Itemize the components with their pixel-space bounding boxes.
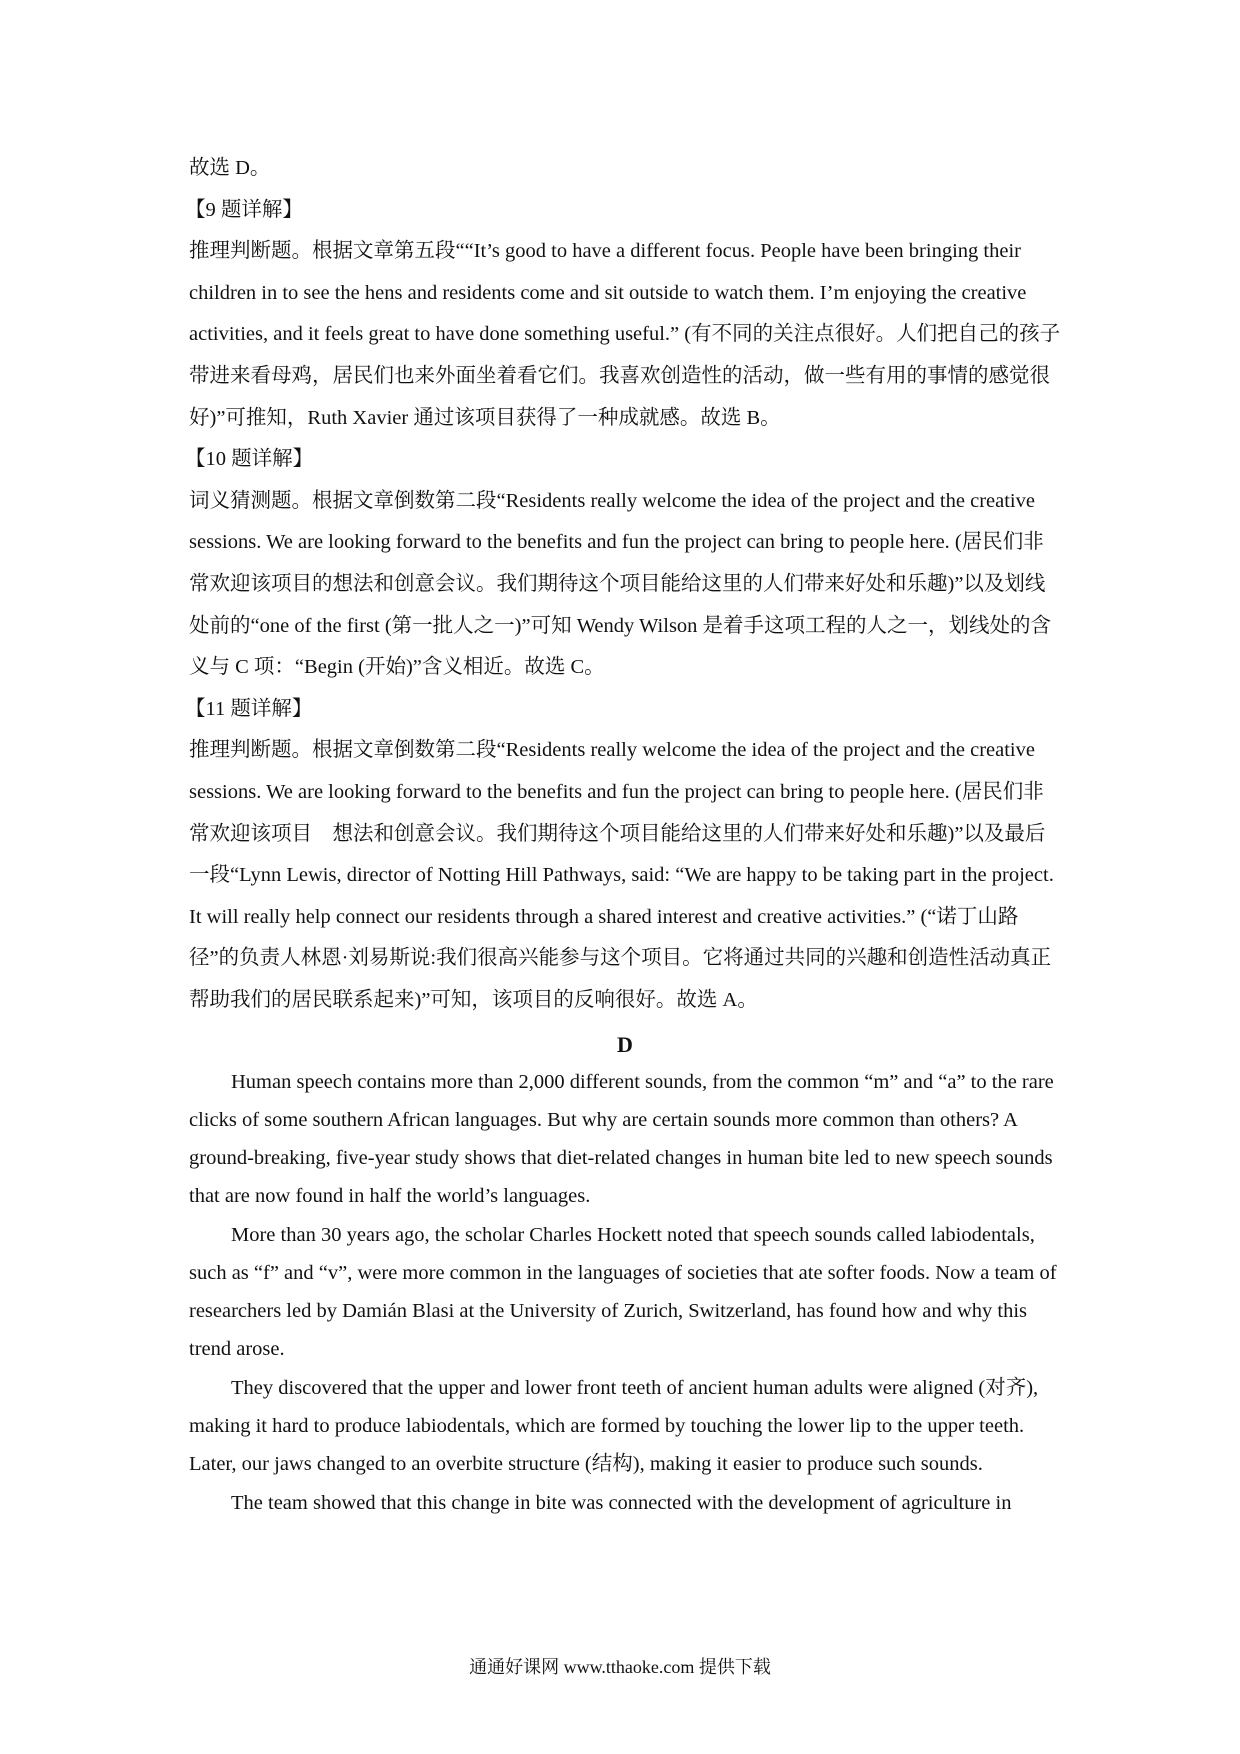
q10-heading: 【10 题详解】 bbox=[185, 448, 314, 471]
passage-d-paragraph-3: They discovered that the upper and lower front teeth of ancient human adults were aligned (对齐), making it hard to produce labiodentals, which are formed by touching the lower lip to the upper teeth. Later, our jaws changed to an overbite structure (结构), making it easier to produce such sounds. bbox=[189, 1377, 1039, 1476]
page-content bbox=[185, 148, 1061, 1522]
q11-explanation: 推理判断题。根据文章倒数第二段“Residents really welcome the idea of the project and the creative sessions. We are looking forward to the benefits and fun the project can bring to people here. (居民们非常欢迎该项目 想法和创意会议。我们期待这个项目能给这里的人们带来好处和乐趣)”以及最后一段“Lynn Lewis, director of Notting Hill Pathways, said: “We are happy to be taking part in the project. It will really help connect our residents through a shared interest and creative activities.” (“诺丁山路径”的负责人林恩·刘易斯说:我们很高兴能参与这个项目。它将通过共同的兴趣和创造性活动真正帮助我们的居民联系起来)”可知，该项目的反响很好。故选 A。 bbox=[189, 739, 1054, 1011]
answer-conclusion-q8: 故选 D。 bbox=[189, 157, 271, 179]
q9-heading: 【9 题详解】 bbox=[185, 198, 303, 221]
q9-explanation: 推理判断题。根据文章第五段““It’s good to have a different focus. People have been bringing their children in to see the hens and residents come and sit outside to watch them. I’m enjoying the creative activities, and it feels great to have done something useful.” (有不同的关注点很好。人们把自己的孩子带进来看母鸡，居民们也来外面坐着看它们。我喜欢创造性的活动，做一些有用的事情的感觉很好)”可推知，Ruth Xavier 通过该项目获得了一种成就感。故选 B。 bbox=[189, 240, 1061, 429]
passage-d-paragraph-2: More than 30 years ago, the scholar Charles Hockett noted that speech sounds called labiodentals, such as “f” and “v”, were more common in the languages of societies that ate softer foods. Now a team of researchers led by Damián Blasi at the University of Zurich, Switzerland, has found how and why this trend arose. bbox=[189, 1224, 1057, 1361]
passage-d-paragraph-1: Human speech contains more than 2,000 different sounds, from the common “m” and “a” to the rare clicks of some southern African languages. But why are certain sounds more common than others? A ground-breaking, five-year study shows that diet-related changes in human bite led to new speech sounds that are now found in half the world’s languages. bbox=[189, 1071, 1054, 1208]
page-footer: 通通好课网 www.tthaoke.com 提供下载 bbox=[469, 1657, 771, 1677]
passage-d-paragraph-4: The team showed that this change in bite was connected with the development of agriculture in bbox=[231, 1492, 1012, 1515]
q10-explanation: 词义猜测题。根据文章倒数第二段“Residents really welcome the idea of the project and the creative sessions. We are looking forward to the benefits and fun the project can bring to people here. (居民们非常欢迎该项目的想法和创意会议。我们期待这个项目能给这里的人们带来好处和乐趣)”以及划线处前的“one of the first (第一批人之一)”可知 Wendy Wilson 是着手这项工程的人之一，划线处的含义与 C 项：“Begin (开始)”含义相近。故选 C。 bbox=[189, 489, 1052, 679]
passage-d-title: D bbox=[617, 1032, 633, 1058]
q11-heading: 【11 题详解】 bbox=[185, 697, 313, 720]
